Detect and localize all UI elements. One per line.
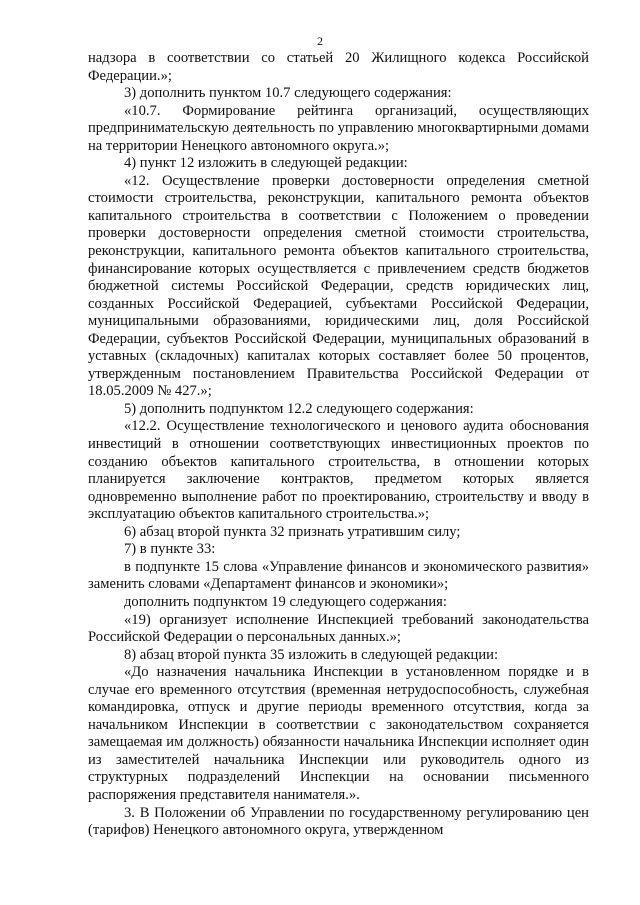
paragraph: 5) дополнить подпунктом 12.2 следующего содержания: xyxy=(124,400,474,417)
paragraph: «19) организует исполнение Инспекцией требований законодательства Российской Федерации о персональных данных.»; xyxy=(88,611,589,646)
paragraph: дополнить подпунктом 19 следующего содержания: xyxy=(124,593,447,610)
paragraph: «До назначения начальника Инспекции в установленном порядке и в случае его временного отсутствия (временная нетрудоспособность, служебная командировка, отпуск и другие периоды временного отсутствия, когда за начальником Инспекции в соответствии с законодательством сохраняется замещаемая им должность) обязанности начальника Инспекции исполняет один из заместителей начальника Инспекции или руководитель одного из структурных подразделений Инспекции на основании письменного распоряжения представителя нанимателя.». xyxy=(88,664,589,803)
document-body xyxy=(88,50,589,840)
paragraph: в подпункте 15 слова «Управление финансов и экономического развития» заменить словами «Департамент финансов и экономики»; xyxy=(88,558,589,593)
paragraph: 7) в пункте 33: xyxy=(124,541,216,558)
paragraph: надзора в соответствии со статьей 20 Жилищного кодекса Российской Федерации.»; xyxy=(88,50,589,84)
page-number: 2 xyxy=(317,34,323,48)
paragraph: 3) дополнить пунктом 10.7 следующего содержания: xyxy=(124,85,452,102)
paragraph: 8) абзац второй пункта 35 изложить в следующей редакции: xyxy=(124,646,499,663)
paragraph: «12. Осуществление проверки достоверности определения сметной стоимости строительства, реконструкции, капитального ремонта объектов капитального строительства в соответствии с Положением о проведении проверки достоверности определения сметной стоимости строительства, реконструкции, капитального ремонта объектов капитального строительства, финансирование которых осуществляется с привлечением средств бюджетов бюджетной системы Российской Федерации, средств юридических лиц, созданных Российской Федерацией, субъектами Российской Федерации, муниципальными образованиями, юридическими лиц, доля Российской Федерации, субъектов Российской Федерации, муниципальных образований в уставных (складочных) капиталах которых составляет более 50 процентов, утвержденным постановлением Правительства Российской Федерации от 18.05.2009 № 427.»; xyxy=(88,172,589,400)
paragraph: «10.7. Формирование рейтинга организаций, осуществляющих предпринимательскую деятельность по управлению многоквартирными домами на территории Ненецкого автономного округа.»; xyxy=(88,102,589,154)
paragraph: 3. В Положении об Управлении по государственному регулированию цен (тарифов) Ненецкого автономного округа, утвержденном xyxy=(88,804,589,839)
paragraph: 4) пункт 12 изложить в следующей редакции: xyxy=(124,155,408,172)
paragraph: «12.2. Осуществление технологического и ценового аудита обоснования инвестиций в отношении соответствующих инвестиционных проектов по созданию объектов капитального строительства, в отношении которых планируется заключение контрактов, предметом которых является одновременно выполнение работ по проектированию, строительству и вводу в эксплуатацию объектов капитального строительства.»; xyxy=(88,418,589,523)
paragraph: 6) абзац второй пункта 32 признать утратившим силу; xyxy=(124,523,461,540)
